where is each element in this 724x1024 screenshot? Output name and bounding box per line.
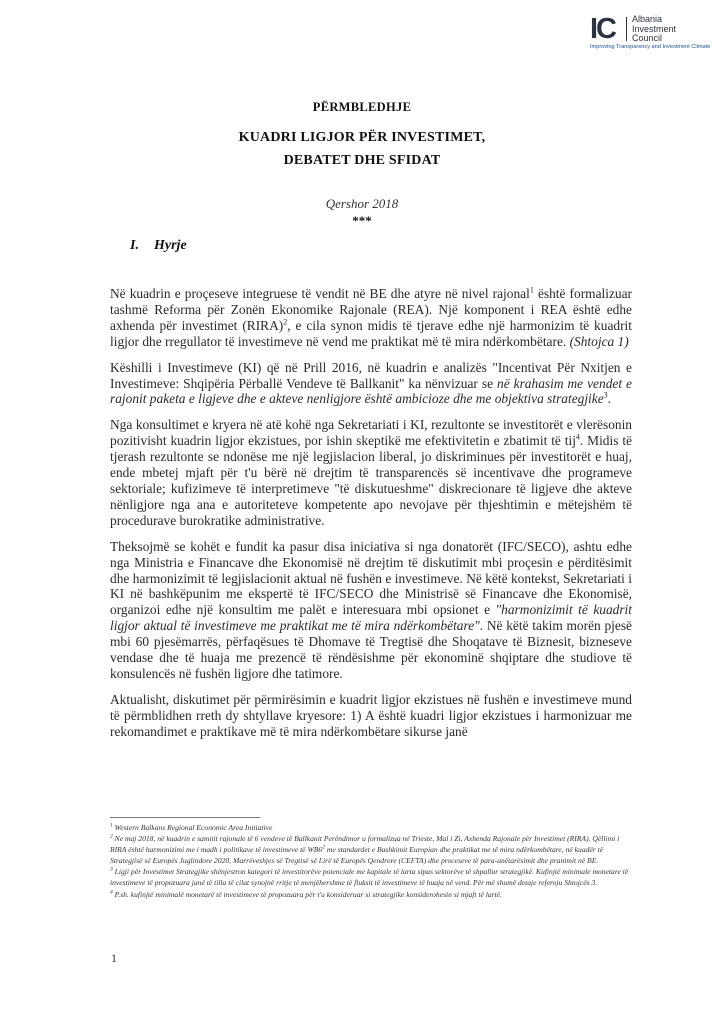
paragraph-5	[110, 692, 632, 740]
paragraph-4	[110, 539, 632, 682]
appendix-ref: (Shtojca 1)	[569, 333, 629, 349]
section-title: Hyrje	[154, 238, 187, 253]
logo-divider	[626, 17, 627, 41]
text: Në kuadrin e proçeseve integruese të vendit në BE dhe atyre në nivel rajonal	[110, 286, 530, 301]
document-date: Qershor 2018	[325, 196, 399, 211]
logo-mark: IC	[590, 13, 615, 45]
separator-stars: ***	[352, 213, 372, 228]
footnote-4	[110, 889, 632, 900]
logo-name-line: Council	[632, 33, 663, 43]
logo-name-line: Investment	[632, 23, 677, 34]
footnote-ref[interactable]: 3	[603, 390, 608, 400]
document-kicker: PËRMBLEDHJE	[312, 100, 412, 114]
footnote-text: Ligji për Investimet Strategjike shënjestron kategori të investitorëve potenciale me kapitale të larta sipas sektorëve të shpallur strategjikë. Kufinjtë minimale monetare të investimeve të propozuara janë të tilla të cilat synojnë rritje të menjëhershme të fluksit të investimeve të huaja në vend. Për më shumë detaje referoju Shtojcës 3.	[110, 867, 629, 888]
italic-quote: "harmonizimit të kuadrit ligjor aktual të investimeve me praktikat me të mira ndërkombëtare"	[110, 602, 632, 634]
text: Këshilli i Investimeve (KI) që në Prill 2016, në kuadrin e analizës "Incentivat Për Nxitjen e Investimeve: Shqipëria Përballë Vendeve të Ballkanit" ka nënvizuar se	[110, 359, 632, 391]
footnote-1	[110, 822, 632, 833]
footnote-number: 1	[110, 822, 113, 829]
footnote-text: Ne maj 2018, në kuadrin e samitit rajonale të 6 vendeve të Ballkanit Perëndimor u formalizua në Trieste, Mal i Zi, Axhenda Rajonale për Investimet (RIRA). Qëllimi i RIRA është harmonizimi me i madh i politikave të investimeve të WB6	[110, 834, 620, 855]
document-title-line2: DEBATET DHE SFIDAT	[283, 153, 441, 168]
footnote-ref[interactable]: 4	[575, 432, 580, 442]
footnotes	[110, 822, 632, 900]
document-title-line1: KUADRI LIGJOR PËR INVESTIMET,	[238, 130, 486, 145]
section-heading	[130, 238, 187, 254]
text: Aktualisht, diskutimet për përmirësimin e kuadrit ligjor ekzistues në fushën e investimeve mund të përmblidhen rreth dy shtyllave kryesore: 1) A është kuadri ligjor ekzistues i harmonizuar me rekomandimet e praktikave më të mira ndërkombëtare sikurse janë	[110, 691, 632, 739]
footnote-divider	[110, 817, 260, 818]
albania-investment-council-logo	[590, 14, 724, 54]
text: .	[607, 391, 612, 407]
italic-quote: në krahasim me vendet e rajonit paketa e ligjeve dhe e akteve nenligjore është ambicioze dhe me objektiva strategjike	[110, 375, 632, 407]
document-title	[0, 126, 724, 172]
footnote-3	[110, 866, 632, 888]
footnote-number: 4	[110, 889, 113, 896]
footnote-text: P.sh. kufinjtë minimalë monetarë të investimeve të propozuara për t'u konsideruar si strategjike konsiderohesin si mjaft të lartë.	[112, 889, 502, 899]
footnote-text: me standardet e Bashkimit Europian dhe praktikat me të mira ndërkombëtare, në kuadër të Strategjisë së Europës Juglindore 2020, Marrëveshjes së Tregtisë së Lirë të Europës Qendrore (CEFTA) dhe proceseve të para-anëtarësimit dhe pranimit në BE.	[110, 845, 604, 866]
text: është formalizuar tashmë Reforma për Zonën Ekonomike Rajonale (REA). Një komponent i REA është edhe axhenda për investimet (RIRA)	[110, 286, 633, 333]
logo-name	[632, 15, 676, 44]
footnote-number: 3	[110, 866, 113, 873]
section-number: I.	[130, 238, 139, 253]
footnote-text: Western Balkans Regional Economic Area Initiative	[112, 823, 273, 832]
logo-tagline: Improving Transparency and Investment Climate	[590, 44, 711, 50]
document-body	[110, 286, 632, 750]
paragraph-3	[110, 417, 632, 528]
page-number: 1	[111, 951, 117, 965]
paragraph-2	[110, 360, 632, 408]
paragraph-1	[110, 286, 632, 350]
logo-name-line: Albania	[632, 14, 663, 24]
text: . Në këtë takim morën pjesë mbi 60 pjesëmarrës, përfaqësues të Dhomave të Tregtisë dhe Shoqatave të Biznesit, bizneseve vendase dhe të huaja me prezencë të rëndësishme për ekonominë shqiptare dhe studiove të konsulencës në fushën ligjore dhe tatimore.	[110, 618, 632, 681]
text: Theksojmë se kohët e fundit ka pasur disa iniciativa si nga donatorët (IFC/SECO), ashtu edhe nga Ministria e Financave dhe Ekonomisë në drejtim të diskutimit mbi proçesin e përditësimit dhe harmonizimit të legjislacionit aktual në fushën e investimeve. Në këtë kontekst, Sekretariati i KI në bashkëpunim me ekspertë të IFC/SECO dhe Ministrisë së Financave dhe Ekonomisë, organizoi edhe një konsultim me palët e interesuara mbi opsionet e	[110, 538, 632, 618]
text: Nga konsultimet e kryera në atë kohë nga Sekretariati i KI, rezultonte se investitorët e vlerësonin pozitivisht kuadrin ligjor ekzistues, por ishin skeptikë me efektivitetin e zbatimit të tij	[110, 417, 632, 449]
footnote-number: 2	[110, 833, 113, 840]
footnote-ref: 2	[322, 844, 325, 851]
text: . Midis të tjerash rezultonte se ndonëse me një legjislacion liberal, jo diskriminues për investitorët e huaj, ende mbetej mjaft për t'u bërë në drejtim të transparencës së incentivave dhe programeve sektoriale; kufizimeve të interpretimeve "të diskutueshme" diskrecionare të ligjeve dhe akteve nënligjore nga ana e autoriteteve kompetente apo nevojave për thjeshtimin e mëtejshëm të procedurave burokratike administrative.	[110, 433, 632, 528]
text: , e cila synon midis të tjerave edhe një harmonizim të kuadrit ligjor dhe rregullator të investimeve në vend me praktikat më të mira ndërkombëtare.	[110, 317, 632, 349]
footnote-ref[interactable]: 1	[529, 285, 534, 295]
footnote-ref[interactable]: 2	[283, 317, 288, 327]
footnote-2	[110, 833, 632, 866]
